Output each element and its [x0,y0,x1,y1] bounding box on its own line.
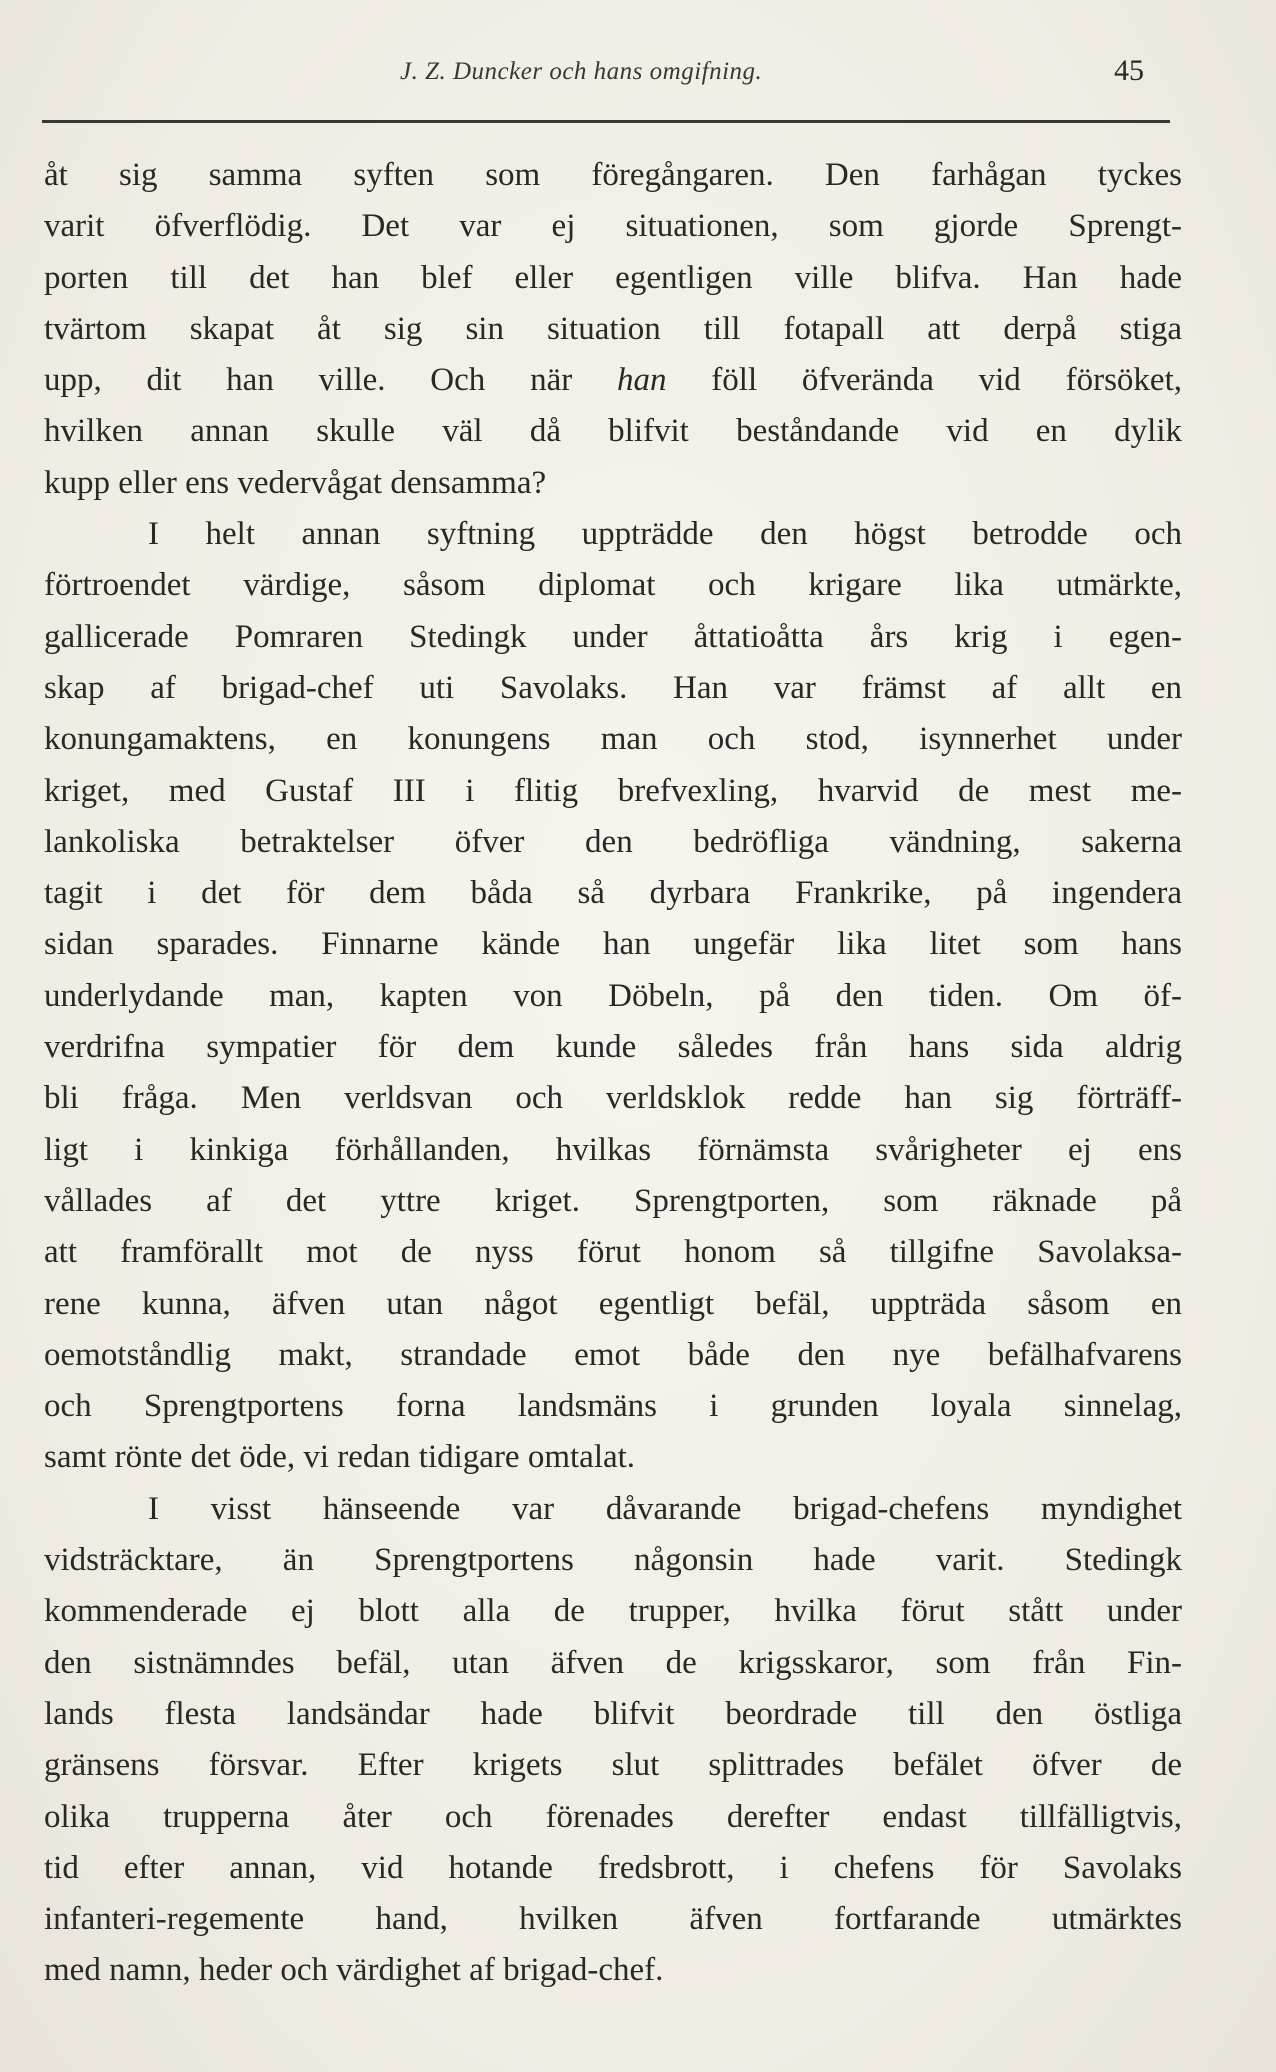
text-line: upp, dit han ville. Och när han föll öfverända vid försöket, [44,362,1182,399]
text-line: varit öfverflödig. Det var ej situationen, som gjorde Sprengt- [44,208,1182,245]
text-line: tvärtom skapat åt sig sin situation till fotapall att derpå stiga [44,310,1182,347]
text-line: verdrifna sympatier för dem kunde således från hans sida aldrig [44,1029,1182,1066]
text-line: hvilken annan skulle väl då blifvit beståndande vid en dylik [44,413,1182,450]
text-line: tagit i det för dem båda så dyrbara Frankrike, på ingendera [44,875,1182,912]
text-line: konungamaktens, en konungens man och stod, isynnerhet under [44,721,1182,758]
paragraph-1 [44,150,1182,509]
body-text [44,150,1182,1997]
text-line: lands flesta landsändar hade blifvit beordrade till den östliga [44,1695,1182,1732]
text-line: oemotståndlig makt, strandade emot både den nye befälhafvarens [44,1336,1182,1373]
text-line: kupp eller ens vedervågat densamma? [44,464,547,501]
text-line: gallicerade Pomraren Stedingk under åttatioåtta års krig i egen- [44,618,1182,655]
text-line: underlydande man, kapten von Döbeln, på den tiden. Om öf- [44,977,1182,1014]
running-title: J. Z. Duncker och hans omgifning. [400,58,763,85]
text-line: kommenderade ej blott alla de trupper, hvilka förut stått under [44,1593,1182,1630]
text-line: vidsträcktare, än Sprengtportens någonsin hade varit. Stedingk [44,1542,1182,1579]
text-line: åt sig samma syften som föregångaren. Den farhågan tyckes [44,157,1182,193]
emphasized-word: han [617,362,667,399]
text-line: samt rönte det öde, vi redan tidigare omtalat. [44,1439,636,1476]
text-line: den sistnämndes befäl, utan äfven de krigsskaror, som från Fin- [44,1644,1182,1681]
text-line: lankoliska betraktelser öfver den bedröfliga vändning, sakerna [44,823,1182,860]
text-line: vållades af det yttre kriget. Sprengtporten, som räknade på [44,1182,1182,1219]
text-line: rene kunna, äfven utan något egentligt befäl, uppträda såsom en [44,1285,1182,1322]
page-header [40,52,1150,92]
paragraph-3 [44,1484,1182,1997]
text-line: och Sprengtportens forna landsmäns i grunden loyala sinnelag, [44,1388,1182,1425]
text-line: med namn, heder och värdighet af brigad-chef. [44,1952,664,1989]
text-line: kriget, med Gustaf III i flitig brefvexling, hvarvid de mest me- [44,772,1182,809]
text-line: att framförallt mot de nyss förut honom så tillgifne Savolaksa- [44,1234,1182,1271]
text-line: tid efter annan, vid hotande fredsbrott, i chefens för Savolaks [44,1849,1182,1886]
text-line: sidan sparades. Finnarne kände han ungefär lika litet som hans [44,926,1182,963]
text-line: porten till det han blef eller egentligen ville blifva. Han hade [44,259,1182,296]
text-line: skap af brigad-chef uti Savolaks. Han var främst af allt en [44,669,1182,706]
text-line: gränsens försvar. Efter krigets slut splittrades befälet öfver de [44,1747,1182,1784]
header-rule [42,120,1170,123]
text-line: I helt annan syftning uppträdde den högst betrodde och [148,516,1182,553]
text-line: infanteri-regemente hand, hvilken äfven fortfarande utmärktes [44,1901,1182,1938]
text-line: olika trupperna åter och förenades derefter endast tillfälligtvis, [44,1798,1182,1835]
text-line: bli fråga. Men verldsvan och verldsklok redde han sig förträff- [44,1080,1182,1117]
paragraph-2 [44,509,1182,1484]
text-line: förtroendet värdige, såsom diplomat och krigare lika utmärkte, [44,567,1182,604]
text-line: I visst hänseende var dåvarande brigad-chefens myndighet [148,1490,1182,1527]
text-line: ligt i kinkiga förhållanden, hvilkas förnämsta svårigheter ej ens [44,1131,1182,1168]
page-number: 45 [1114,54,1144,87]
